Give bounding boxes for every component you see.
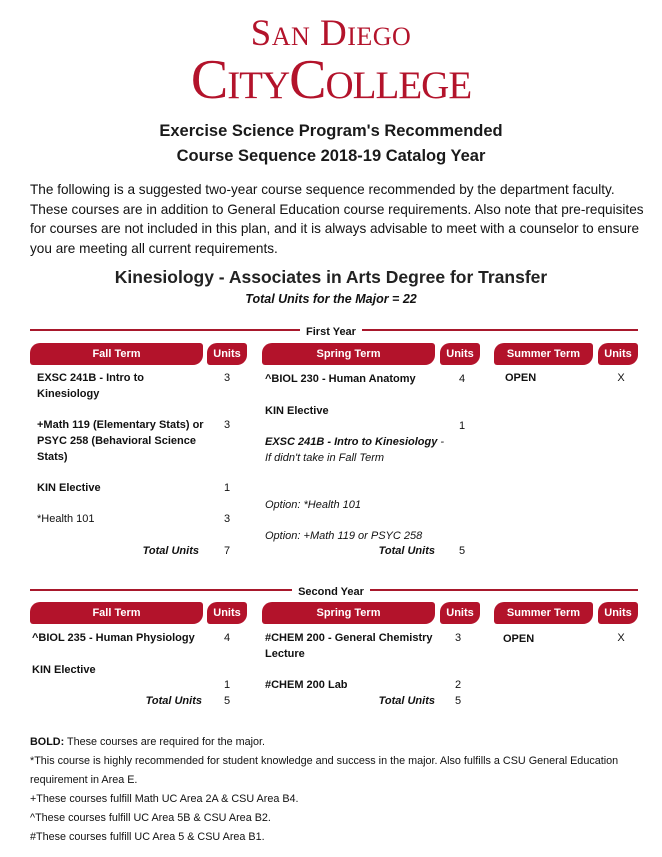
fy-fall-course-3: KIN Elective [37, 482, 101, 494]
degree-title: Kinesiology - Associates in Arts Degree for Transfer [114, 267, 548, 287]
sy-fall-course-2: KIN Elective [32, 664, 96, 676]
fy-spring-course-3-note: - If didn't take in Fall Term [265, 436, 445, 464]
fy-fall-course-4: *Health 101 [37, 513, 95, 525]
fy-summer-course-1: OPEN [505, 372, 537, 384]
second-year-label: Second Year [292, 586, 370, 598]
fy-fall-units-header: Units [207, 343, 247, 365]
fy-spring-term-header: Spring Term [262, 343, 435, 365]
sy-fall-units-1: 4 [223, 632, 231, 644]
fy-spring-units-header: Units [440, 343, 480, 365]
footnote-bold-label: BOLD: [30, 736, 65, 748]
footnote-plus: +These courses fulfill Math UC Area 2A & CSU Area B4. [30, 793, 299, 805]
page-title-line2: Course Sequence 2018-19 Catalog Year [176, 147, 486, 165]
fy-spring-course-4: Option: *Health 101 [265, 499, 362, 511]
fy-fall-term-header: Fall Term [30, 343, 203, 365]
intro-paragraph: The following is a suggested two-year course sequence recommended by the department faculty. These courses are in addition to General Education course requirements. Also note that pre-requisites for courses are not included in this plan, and it is always advisable to meet with a counselor to ensure you are meeting all current requirements. [30, 182, 644, 256]
fy-spring-units-2: 1 [458, 420, 466, 432]
sy-spring-units-2: 2 [454, 679, 462, 691]
sy-fall-units-header: Units [207, 602, 247, 624]
fy-fall-total: 7 [223, 545, 231, 557]
sy-summer-term-header: Summer Term [494, 602, 593, 624]
fy-spring-course-3-code: EXSC 241B - Intro to Kinesiology [265, 436, 438, 448]
footnote-caret: ^These courses fulfill UC Area 5B & CSU Area B2. [30, 812, 271, 824]
fy-fall-units-4: 3 [223, 513, 231, 525]
fy-spring-total-label: Total Units [378, 545, 435, 557]
sy-spring-total: 5 [454, 695, 462, 707]
fy-fall-units-2: 3 [223, 419, 231, 431]
sy-fall-total: 5 [223, 695, 231, 707]
sy-fall-units-2: 1 [223, 679, 231, 691]
fy-summer-units-1: X [617, 372, 625, 384]
total-units-major: Total Units for the Major = 22 [245, 292, 417, 306]
sy-spring-term-header: Spring Term [262, 602, 435, 624]
fy-spring-total: 5 [458, 545, 466, 557]
sy-fall-total-label: Total Units [145, 695, 202, 707]
fy-fall-units-3: 1 [223, 482, 231, 494]
logo-city-college: CityCollege [190, 49, 472, 111]
page-title-line1: Exercise Science Program's Recommended [159, 122, 503, 140]
sy-fall-course-1: ^BIOL 235 - Human Physiology [32, 632, 195, 644]
fy-spring-course-5: Option: +Math 119 or PSYC 258 [265, 530, 423, 542]
fy-spring-units-1: 4 [458, 373, 466, 385]
fy-spring-course-2: KIN Elective [265, 405, 329, 417]
footnote-hash: #These courses fulfill UC Area 5 & CSU Area B1. [30, 831, 265, 843]
sy-summer-units-header: Units [598, 602, 638, 624]
fy-fall-total-label: Total Units [142, 545, 199, 557]
fy-summer-units-header: Units [598, 343, 638, 365]
sy-fall-term-header: Fall Term [30, 602, 203, 624]
fy-fall-course-2: +Math 119 (Elementary Stats) or PSYC 258 (Behavioral Science Stats) [37, 419, 204, 463]
fy-fall-course-1: EXSC 241B - Intro to Kinesiology [37, 372, 144, 400]
fy-summer-term-header: Summer Term [494, 343, 593, 365]
first-year-label: First Year [300, 326, 362, 338]
footnote-bold-text: These courses are required for the major. [64, 736, 266, 748]
sy-summer-units-1: X [617, 632, 625, 644]
sy-spring-course-1: #CHEM 200 - General Chemistry Lecture [265, 632, 433, 660]
footnote-star: *This course is highly recommended for student knowledge and success in the major. Also fulfills a CSU General Education requirement in Area E. [30, 755, 619, 786]
fy-spring-course-1: ^BIOL 230 - Human Anatomy [265, 373, 416, 385]
sy-spring-course-2: #CHEM 200 Lab [265, 679, 348, 691]
sy-spring-units-1: 3 [454, 632, 462, 644]
sy-summer-course-1: OPEN [503, 633, 535, 645]
fy-fall-units-1: 3 [223, 372, 231, 384]
logo-san-diego: San Diego [250, 13, 412, 54]
footnote-bold [30, 733, 640, 752]
sy-spring-units-header: Units [440, 602, 480, 624]
fy-spring-course-3 [265, 434, 445, 466]
sy-spring-total-label: Total Units [378, 695, 435, 707]
